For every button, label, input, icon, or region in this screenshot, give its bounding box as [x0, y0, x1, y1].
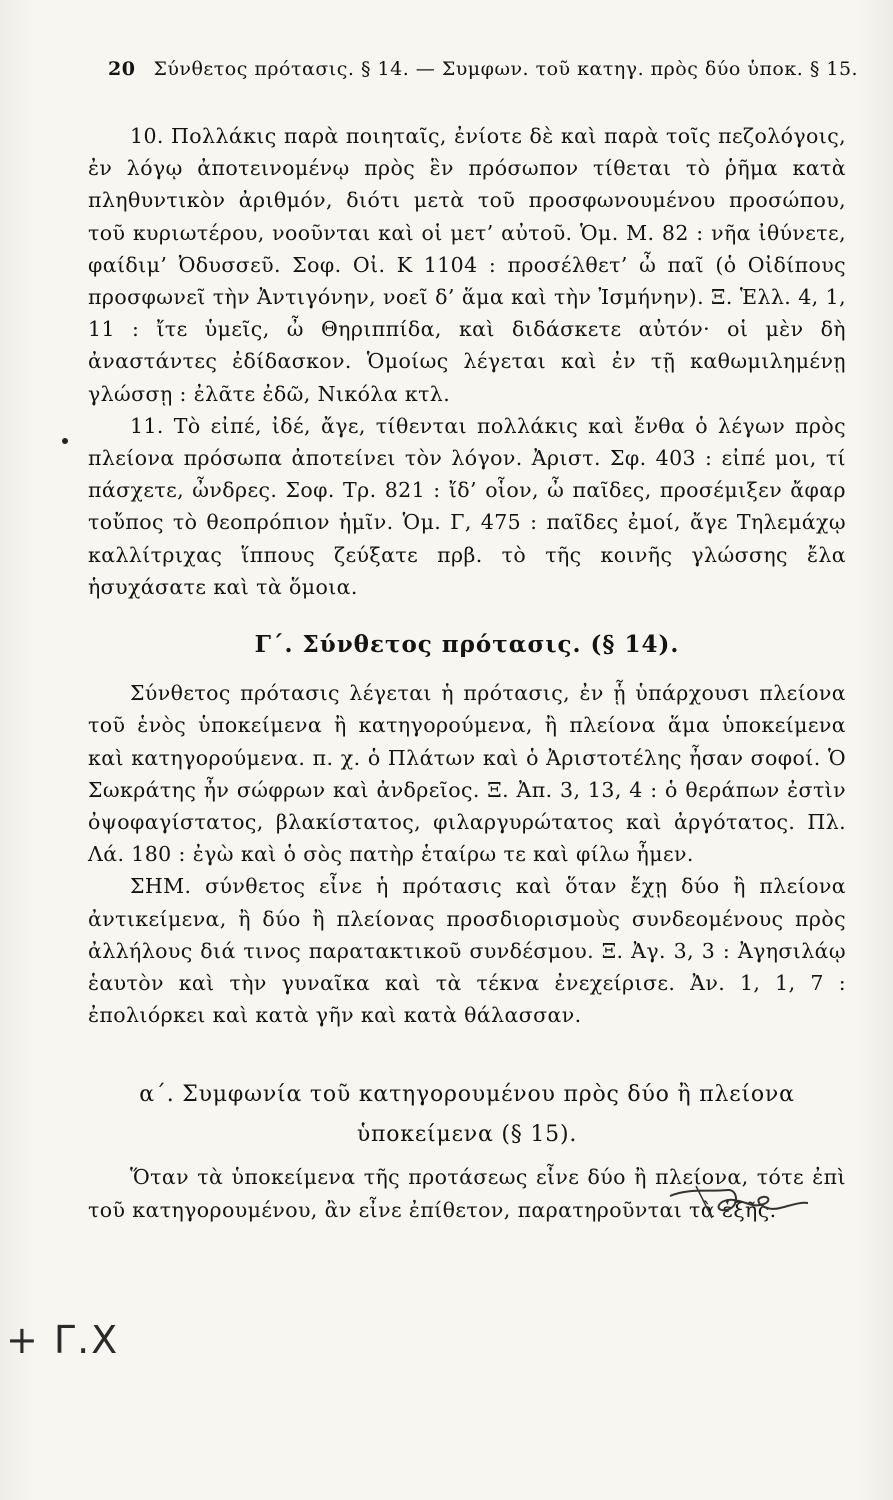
subsection-heading: α΄. Συμφωνία τοῦ κατηγορουμένου πρὸς δύο ἢ πλείονα ὑποκείμενα (§ 15). [139, 1082, 795, 1148]
paragraph-10: 10. Πολλάκις παρὰ ποιηταῖς, ἐνίοτε δὲ καὶ παρὰ τοῖς πεζολόγοις, ἐν λόγῳ ἀποτεινομένῳ πρὸς ἓν πρόσωπον τίθεται τὸ ῥῆμα κατὰ πληθυντικὸν ἀριθμόν, διότι μετὰ τοῦ προσφωνουμένου προσώπου, τοῦ κυριωτέρου, νοοῦνται καὶ οἱ μετ’ αὐτοῦ. Ὁμ. Μ. 82 : νῆα ἰθύνετε, φαίδιμ’ Ὀδυσσεῦ. Σοφ. Οἰ. Κ 1104 : προσέλθετ’ ὦ παῖ (ὁ Οἰδίπους προσφωνεῖ τὴν Ἀντιγόνην, νοεῖ δ’ ἅμα καὶ τὴν Ἰσμήνην). Ξ. Ἑλλ. 4, 1, 11 : ἴτε ὑμεῖς, ὦ Θηριππίδα, καὶ διδάσκετε αὐτόν· οἱ μὲν δὴ ἀναστάντες ἐδίδασκον. Ὁμοίως λέγεται καὶ ἐν τῇ καθωμιλημένῃ γλώσσῃ : ἐλᾶτε ἐδῶ, Νικόλα κτλ. [88, 124, 846, 406]
section-paragraph: Σύνθετος πρότασις λέγεται ἡ πρότασις, ἐν ᾗ ὑπάρχουσι πλείονα τοῦ ἑνὸς ὑποκείμενα ἢ κατηγορούμενα, ἢ πλείονα ἅμα ὑποκείμενα καὶ κατηγορούμενα. π. χ. ὁ Πλάτων καὶ ὁ Ἀριστοτέλης ἦσαν σοφοί. Ὁ Σωκράτης ἦν σώφρων καὶ ἀνδρεῖος. Ξ. Ἀπ. 3, 13, 4 : ὁ θεράπων ἐστὶν ὀψοφαγίστατος, βλακίστατος, φιλαργυρώτατος καὶ ἀργότατος. Πλ. Λά. 180 : ἐγὼ καὶ ὁ σὸς πατὴρ ἑταίρω τε καὶ φίλω ἦμεν. [88, 681, 846, 867]
section-heading: Γ΄. Σύνθετος πρότασις. (§ 14). [254, 631, 680, 659]
handwritten-margin-note: + Γ.Χ [6, 1318, 120, 1362]
margin-dot [62, 438, 68, 444]
page-number: 20 [108, 58, 136, 80]
handwritten-signature [668, 1178, 818, 1228]
final-paragraph: Ὅταν τὰ ὑποκείμενα τῆς προτάσεως εἶνε δύο ἢ πλείονα, τότε ἐπὶ τοῦ κατηγορουμένου, ἂν εἶνε ἐπίθετον, παρατηροῦνται τὰ ἑξῆς. [88, 1165, 846, 1222]
running-title: Σύνθετος πρότασις. § 14. — Συμφων. τοῦ κατηγ. πρὸς δύο ὑποκ. § 15. [153, 58, 859, 80]
paragraph-11: 11. Τὸ εἰπέ, ἰδέ, ἄγε, τίθενται πολλάκις καὶ ἔνθα ὁ λέγων πρὸς πλείονα πρόσωπα ἀποτείνει τὸν λόγον. Ἀριστ. Σφ. 403 : εἰπέ μοι, τί πάσχετε, ὦνδρες. Σοφ. Τρ. 821 : ἴδ’ οἷον, ὦ παῖδες, προσέμιξεν ἄφαρ τοὔπος τὸ θεοπρόπιον ἡμῖν. Ὁμ. Γ, 475 : παῖδες ἐμοί, ἄγε Τηλεμάχῳ καλλίτριχας ἵππους ζεύξατε πρβ. τὸ τῆς κοινῆς γλώσσης ἔλα ἡσυχάσατε καὶ τὰ ὅμοια. [88, 413, 846, 599]
page-body [88, 120, 846, 1226]
note-paragraph: ΣΗΜ. σύνθετος εἶνε ἡ πρότασις καὶ ὅταν ἔχῃ δύο ἢ πλείονα ἀντικείμενα, ἢ δύο ἢ πλείονας προσδιορισμοὺς συνδεομένους πρὸς ἀλλήλους διά τινος παρατακτικοῦ συνδέσμου. Ξ. Ἀγ. 3, 3 : Ἀγησιλάῳ ἑαυτὸν καὶ τὴν γυναῖκα καὶ τὰ τέκνα ἐνεχείρισε. Ἀν. 1, 1, 7 : ἐπολιόρκει καὶ κατὰ γῆν καὶ κατὰ θάλασσαν. [88, 874, 846, 1028]
running-header [108, 58, 859, 80]
